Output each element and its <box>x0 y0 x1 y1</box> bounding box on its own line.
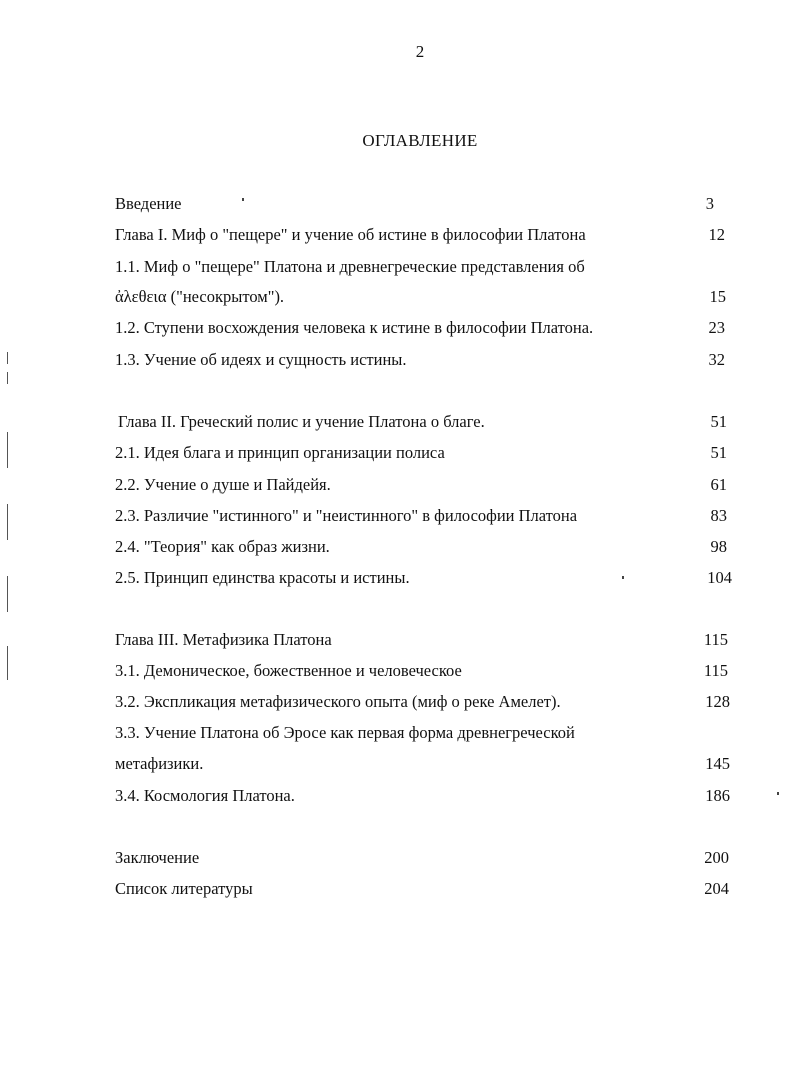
scan-margin-mark <box>7 432 8 468</box>
toc-entry-page: 115 <box>703 630 728 649</box>
toc-entry-chapter-2 <box>115 410 730 434</box>
toc-entry-2-3 <box>115 504 730 528</box>
toc-entry-text: 1.1. Миф о "пещере" Платона и древнегреческие представления об <box>115 257 585 276</box>
toc-entry-chapter-3 <box>115 628 730 652</box>
toc-entry-page: 128 <box>705 692 730 711</box>
toc-entry-text: 3.4. Космология Платона. <box>115 786 295 805</box>
toc-entry-page: 51 <box>710 443 727 462</box>
toc-entry-text: Глава II. Греческий полис и учение Платона о благе. <box>118 412 485 431</box>
toc-entry-text: метафизики. <box>115 754 204 773</box>
toc-entry-text: 3.3. Учение Платона об Эросе как первая форма древнегреческой <box>115 723 575 742</box>
toc-entry-text: 2.4. "Теория" как образ жизни. <box>115 537 330 556</box>
toc-entry-text: 3.1. Демоническое, божественное и человеческое <box>115 661 462 680</box>
toc-entry-text: Глава I. Миф о "пещере" и учение об истине в философии Платона <box>115 225 586 244</box>
toc-entry-conclusion <box>115 846 730 870</box>
toc-entry-2-4 <box>115 535 730 559</box>
toc-entry-page: 3 <box>705 194 714 213</box>
toc-entry-1-2 <box>115 316 730 340</box>
toc-entry-text: Заключение <box>115 848 200 867</box>
toc-entry-3-4 <box>115 784 730 808</box>
toc-entry-text: 2.2. Учение о душе и Пайдейя. <box>115 475 331 494</box>
toc-entry-text: 3.2. Экспликация метафизического опыта (миф о реке Амелет). <box>115 692 561 711</box>
toc-entry-page: 61 <box>710 475 727 494</box>
toc-entry-2-5 <box>115 566 730 590</box>
toc-entry-text: Список литературы <box>115 879 253 898</box>
toc-entry-3-3-continued <box>115 752 730 776</box>
toc-entry-page: 200 <box>704 848 729 867</box>
toc-entry-page: 98 <box>710 537 727 556</box>
toc-entry-2-1 <box>115 441 730 465</box>
toc-entry-text: 1.2. Ступени восхождения человека к истине в философии Платона. <box>115 318 594 337</box>
toc-entry-text: 2.3. Различие "истинного" и "неистинного" в философии Платона <box>115 506 578 525</box>
scan-speck <box>242 198 244 201</box>
toc-entry-3-3 <box>115 721 730 745</box>
toc-entry-page: 51 <box>710 412 727 431</box>
toc-entry-text: ἀλεθεια ("несокрытом"). <box>115 287 285 306</box>
toc-entry-3-1 <box>115 659 730 683</box>
toc-entry-3-2 <box>115 690 730 714</box>
toc-entry-chapter-1 <box>115 223 730 247</box>
scan-speck <box>777 792 779 795</box>
toc-entry-text: Глава III. Метафизика Платона <box>115 630 332 649</box>
scan-speck <box>622 576 624 579</box>
toc-entry-text: 2.1. Идея блага и принцип организации полиса <box>115 443 445 462</box>
toc-entry-page: 104 <box>707 568 732 587</box>
scan-margin-mark <box>7 372 8 384</box>
toc-entry-text: 2.5. Принцип единства красоты и истины. <box>115 568 410 587</box>
scan-margin-mark <box>7 504 8 540</box>
toc-entry-page: 15 <box>709 287 726 306</box>
toc-entry-page: 23 <box>708 318 725 337</box>
toc-title: ОГЛАВЛЕНИЕ <box>362 131 478 150</box>
toc-entry-text: Введение <box>115 194 182 213</box>
toc-entry-page: 115 <box>703 661 728 680</box>
toc-entry-2-2 <box>115 473 730 497</box>
toc-entry-text: 1.3. Учение об идеях и сущность истины. <box>115 350 407 369</box>
scan-margin-mark <box>7 646 8 680</box>
toc-entry-bibliography <box>115 877 730 901</box>
toc-entry-page: 145 <box>705 754 730 773</box>
scan-margin-mark <box>7 352 8 364</box>
scan-margin-mark <box>7 576 8 612</box>
toc-entry-page: 12 <box>708 225 725 244</box>
toc-entry-page: 186 <box>705 786 730 805</box>
toc-entry-introduction <box>115 192 730 216</box>
toc-entry-1-3 <box>115 348 730 372</box>
toc-entry-page: 83 <box>710 506 727 525</box>
page-number: 2 <box>415 42 425 61</box>
toc-entry-page: 204 <box>704 879 729 898</box>
toc-entry-1-1-continued <box>115 285 730 309</box>
toc-entry-1-1 <box>115 255 730 279</box>
toc-entry-page: 32 <box>708 350 725 369</box>
